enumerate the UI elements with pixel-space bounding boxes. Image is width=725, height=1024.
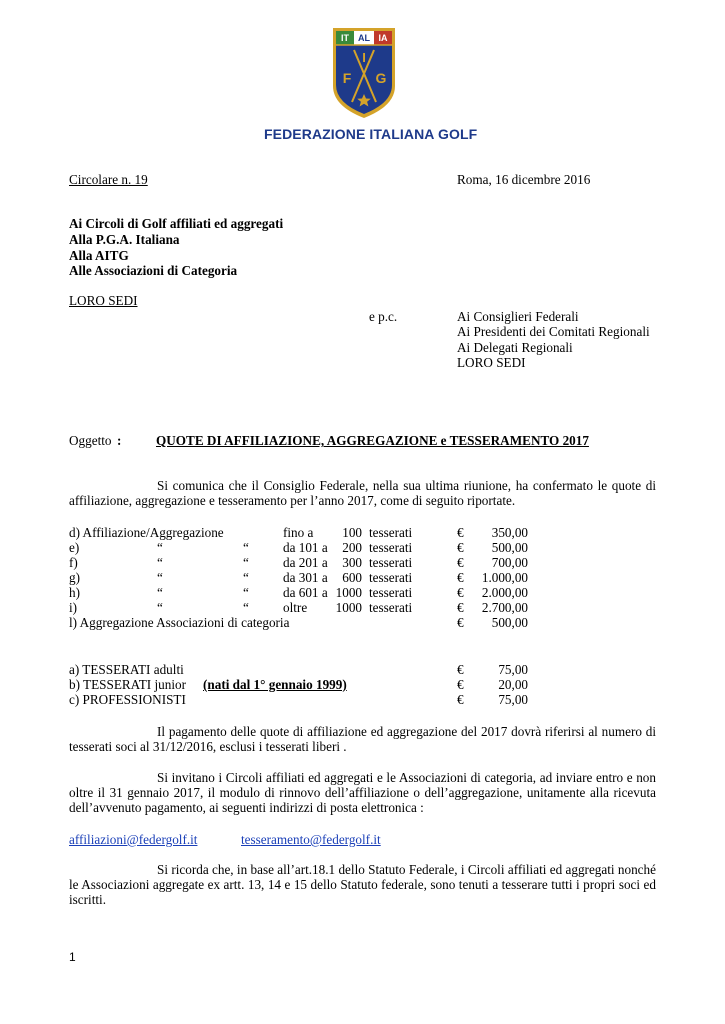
fee-ditto: “ <box>243 555 249 570</box>
recipient-line: Ai Circoli di Golf affiliati ed aggregati <box>69 216 284 231</box>
fee-unit: tesserati <box>369 540 413 555</box>
member-amount: 75,00 <box>498 662 528 677</box>
fee-currency: € <box>457 525 464 540</box>
fee-label: h) <box>69 585 80 600</box>
email-tesseramento-link[interactable]: tesseramento@federgolf.it <box>241 832 381 847</box>
logo-band-left: IT <box>341 33 349 43</box>
intro-paragraph: Si comunica che il Consiglio Federale, nella sua ultima riunione, ha confermato le quote di affiliazione, aggregazione e tesseramento per l’anno 2017, come di seguito riportate. <box>69 478 656 508</box>
fee-unit: tesserati <box>369 585 413 600</box>
logo-band-right: IA <box>378 33 388 43</box>
place-date: Roma, 16 dicembre 2016 <box>457 172 591 187</box>
email-affiliazioni-link[interactable]: affiliazioni@federgolf.it <box>69 832 198 847</box>
statuto-paragraph: Si ricorda che, in base all’art.18.1 dello Statuto Federale, i Circoli affiliati ed aggregati nonché le Associazioni aggregate ex artt. 13, 14 e 15 dello Statuto federale, sono tenuti a tesserare tutti i propri soci ed iscritti. <box>69 862 656 907</box>
payment-paragraph: Il pagamento delle quote di affiliazione ed aggregazione del 2017 dovrà riferirsi al numero di tesserati soci al 31/12/2016, esclusi i tesserati liberi . <box>69 724 656 754</box>
fee-label: d) Affiliazione/Aggregazione <box>69 525 224 540</box>
fee-count: 1000 <box>335 600 362 615</box>
member-label: c) PROFESSIONISTI <box>69 692 186 707</box>
fee-label: e) <box>69 540 80 555</box>
fee-currency: € <box>457 585 464 600</box>
fee-amount: 350,00 <box>491 525 528 540</box>
fee-ditto: “ <box>243 540 249 555</box>
member-currency: € <box>457 662 464 677</box>
fee-ditto: “ <box>157 600 163 615</box>
logo-letter-f: F <box>342 70 352 86</box>
member-label: a) TESSERATI adulti <box>69 662 184 677</box>
member-amount: 75,00 <box>498 692 528 707</box>
fee-ditto: “ <box>243 585 249 600</box>
fee-unit: tesserati <box>369 555 413 570</box>
fee-range: fino a <box>283 525 314 540</box>
cc-label: e p.c. <box>369 309 398 324</box>
fee-unit: tesserati <box>369 600 413 615</box>
fee-ditto: “ <box>243 600 249 615</box>
fee-label: g) <box>69 570 80 585</box>
cc-line: Ai Delegati Regionali <box>457 340 573 355</box>
subject-title: QUOTE DI AFFILIAZIONE, AGGREGAZIONE e TESSERAMENTO 2017 <box>156 433 589 448</box>
fee-unit: tesserati <box>369 525 413 540</box>
fee-label: i) <box>69 600 78 615</box>
fee-ditto: “ <box>157 585 163 600</box>
fee-count: 1000 <box>335 585 362 600</box>
fee-count: 200 <box>342 540 362 555</box>
fee-range: da 201 a <box>283 555 328 570</box>
fee-ditto: “ <box>243 570 249 585</box>
fee-currency: € <box>457 615 464 630</box>
recipient-line: Alla P.G.A. Italiana <box>69 232 180 247</box>
logo-band-mid: AL <box>358 33 370 43</box>
member-label: b) TESSERATI junior <box>69 677 186 692</box>
fee-range: da 101 a <box>283 540 328 555</box>
logo-letter-g: G <box>375 70 387 86</box>
subject-colon: : <box>117 433 122 448</box>
fee-range: da 301 a <box>283 570 328 585</box>
member-amount: 20,00 <box>498 677 528 692</box>
fee-range: oltre <box>283 600 308 615</box>
fee-amount: 500,00 <box>491 615 528 630</box>
recipient-line: Alla AITG <box>69 248 129 263</box>
subject-label: Oggetto <box>69 433 112 448</box>
fee-count: 300 <box>342 555 362 570</box>
fee-ditto: “ <box>157 540 163 555</box>
fee-count: 100 <box>342 525 362 540</box>
org-name: FEDERAZIONE ITALIANA GOLF <box>264 126 478 142</box>
fee-count: 600 <box>342 570 362 585</box>
fee-currency: € <box>457 600 464 615</box>
fee-amount: 700,00 <box>491 555 528 570</box>
fee-ditto: “ <box>157 570 163 585</box>
page-number: 1 <box>69 950 76 964</box>
member-currency: € <box>457 692 464 707</box>
fee-amount: 1.000,00 <box>481 570 528 585</box>
fee-range: da 601 a <box>283 585 328 600</box>
recipient-line: Alle Associazioni di Categoria <box>69 263 238 278</box>
fee-currency: € <box>457 570 464 585</box>
circolare-number: Circolare n. 19 <box>69 172 148 187</box>
fee-amount: 500,00 <box>491 540 528 555</box>
fee-label: l) Aggregazione Associazioni di categoria <box>69 615 290 630</box>
fee-amount: 2.700,00 <box>481 600 528 615</box>
fee-unit: tesserati <box>369 570 413 585</box>
member-note: (nati dal 1° gennaio 1999) <box>203 677 347 692</box>
logo-letter-i: I <box>362 50 366 65</box>
cc-line: Ai Consiglieri Federali <box>457 309 579 324</box>
fig-logo <box>331 26 397 120</box>
fee-label: f) <box>69 555 78 570</box>
fee-currency: € <box>457 555 464 570</box>
fee-ditto: “ <box>157 555 163 570</box>
member-currency: € <box>457 677 464 692</box>
fee-currency: € <box>457 540 464 555</box>
cc-line: LORO SEDI <box>457 355 526 370</box>
cc-line: Ai Presidenti dei Comitati Regionali <box>457 324 650 339</box>
fee-amount: 2.000,00 <box>481 585 528 600</box>
loro-sedi: LORO SEDI <box>69 293 138 308</box>
invite-paragraph: Si invitano i Circoli affiliati ed aggregati e le Associazioni di categoria, ad inviare entro e non oltre il 31 gennaio 2017, il modulo di rinnovo dell’affiliazione o dell’aggregazione, unitamente alla ricevuta dell’avvenuto pagamento, ai seguenti indirizzi di posta elettronica : <box>69 770 656 815</box>
